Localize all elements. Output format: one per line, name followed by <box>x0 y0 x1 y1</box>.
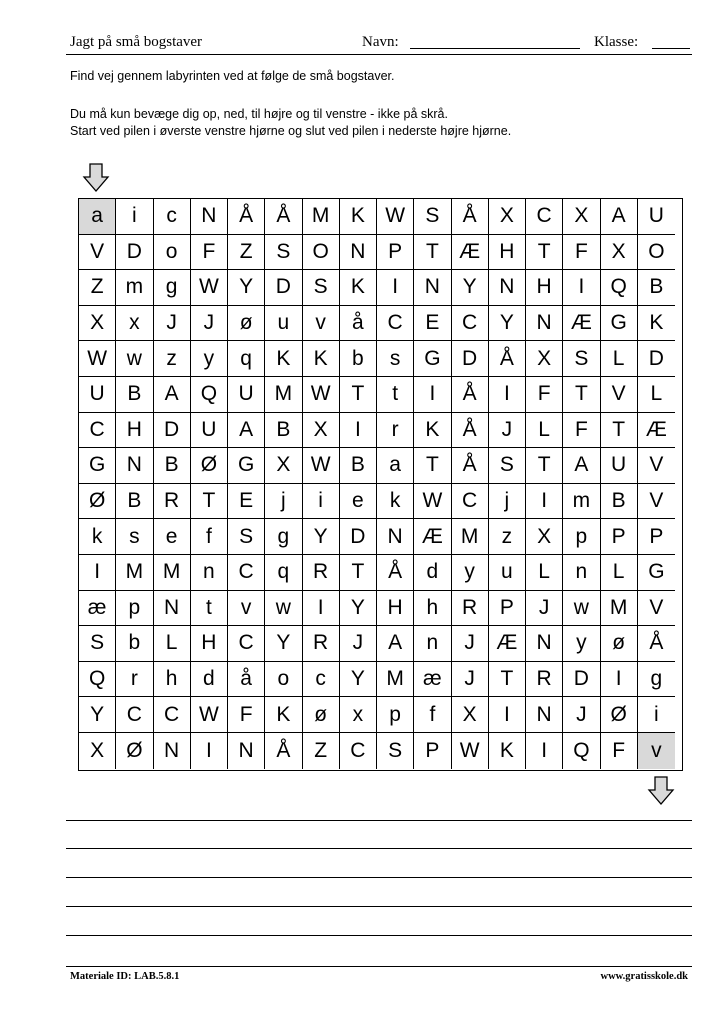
maze-cell[interactable]: ø <box>601 626 638 662</box>
maze-cell[interactable]: a <box>377 448 414 484</box>
maze-cell[interactable]: Y <box>489 306 526 342</box>
maze-cell[interactable]: W <box>303 448 340 484</box>
maze-cell[interactable]: B <box>116 484 153 520</box>
maze-cell[interactable]: U <box>601 448 638 484</box>
maze-cell[interactable]: y <box>191 341 228 377</box>
maze-cell[interactable]: G <box>601 306 638 342</box>
maze-cell[interactable]: S <box>265 235 302 271</box>
maze-cell[interactable]: T <box>489 662 526 698</box>
maze-cell[interactable]: i <box>116 199 153 235</box>
maze-cell[interactable]: U <box>228 377 265 413</box>
maze-cell[interactable]: V <box>638 484 675 520</box>
instruction-line-3: Start ved pilen i øverste venstre hjørne og slut ved pilen i nederste højre hjørne. <box>70 124 512 138</box>
maze-cell[interactable]: O <box>303 235 340 271</box>
maze-cell[interactable]: F <box>228 697 265 733</box>
maze-cell[interactable]: Ø <box>191 448 228 484</box>
maze-cell[interactable]: Æ <box>638 413 675 449</box>
worksheet-footer <box>66 966 692 982</box>
maze-cell[interactable]: M <box>265 377 302 413</box>
maze-cell[interactable]: N <box>154 591 191 627</box>
maze-cell[interactable]: Y <box>265 626 302 662</box>
maze-cell[interactable]: g <box>638 662 675 698</box>
maze-cell[interactable]: d <box>414 555 451 591</box>
maze-cell[interactable]: I <box>489 377 526 413</box>
maze-cell[interactable]: D <box>563 662 600 698</box>
maze-cell[interactable]: w <box>265 591 302 627</box>
maze-cell[interactable]: J <box>452 662 489 698</box>
maze-cell[interactable]: W <box>414 484 451 520</box>
maze-cell[interactable]: N <box>526 697 563 733</box>
maze-cell[interactable]: e <box>154 519 191 555</box>
maze-cell[interactable]: Å <box>452 448 489 484</box>
maze-cell[interactable]: P <box>414 733 451 769</box>
maze-cell[interactable]: u <box>265 306 302 342</box>
maze-cell[interactable]: Å <box>265 199 302 235</box>
maze-cell[interactable]: Y <box>228 270 265 306</box>
maze-cell[interactable]: X <box>489 199 526 235</box>
maze-cell[interactable]: K <box>489 733 526 769</box>
maze-cell[interactable]: r <box>116 662 153 698</box>
maze-cell[interactable]: t <box>377 377 414 413</box>
maze-cell[interactable]: T <box>526 448 563 484</box>
maze-cell[interactable]: U <box>191 413 228 449</box>
maze-cell[interactable]: Z <box>228 235 265 271</box>
maze-cell[interactable]: N <box>191 199 228 235</box>
maze-cell[interactable]: O <box>638 235 675 271</box>
maze-cell[interactable]: L <box>526 555 563 591</box>
maze-cell[interactable]: Z <box>79 270 116 306</box>
maze-cell[interactable]: Å <box>377 555 414 591</box>
class-label: Klasse: <box>594 34 639 50</box>
maze-cell[interactable]: N <box>489 270 526 306</box>
maze-cell[interactable]: q <box>265 555 302 591</box>
maze-cell[interactable]: m <box>116 270 153 306</box>
maze-cell[interactable]: M <box>377 662 414 698</box>
maze-cell[interactable]: K <box>303 341 340 377</box>
maze-cell[interactable]: t <box>191 591 228 627</box>
maze-cell[interactable]: S <box>414 199 451 235</box>
maze-cell[interactable]: G <box>228 448 265 484</box>
maze-cell[interactable]: c <box>303 662 340 698</box>
maze-cell[interactable]: B <box>116 377 153 413</box>
maze-cell[interactable]: k <box>79 519 116 555</box>
maze-cell[interactable]: T <box>414 235 451 271</box>
maze-cell[interactable]: I <box>526 484 563 520</box>
maze-cell[interactable]: Z <box>303 733 340 769</box>
maze-cell[interactable]: Y <box>452 270 489 306</box>
maze-cell[interactable]: N <box>526 306 563 342</box>
maze-cell[interactable]: G <box>414 341 451 377</box>
maze-cell[interactable]: Q <box>191 377 228 413</box>
maze-cell[interactable]: H <box>377 591 414 627</box>
maze-cell[interactable]: C <box>452 484 489 520</box>
maze-cell[interactable]: X <box>303 413 340 449</box>
maze-cell[interactable]: m <box>563 484 600 520</box>
maze-cell[interactable]: k <box>377 484 414 520</box>
maze-cell[interactable]: v <box>638 733 675 769</box>
maze-cell[interactable]: F <box>526 377 563 413</box>
maze-cell[interactable]: V <box>601 377 638 413</box>
maze-cell[interactable]: S <box>377 733 414 769</box>
maze-cell[interactable]: Å <box>265 733 302 769</box>
maze-cell[interactable]: D <box>154 413 191 449</box>
maze-cell[interactable]: Æ <box>563 306 600 342</box>
maze-cell[interactable]: N <box>526 626 563 662</box>
maze-cell[interactable]: h <box>414 591 451 627</box>
maze-cell[interactable]: v <box>303 306 340 342</box>
maze-cell[interactable]: U <box>638 199 675 235</box>
maze-cell[interactable]: x <box>116 306 153 342</box>
maze-cell[interactable]: X <box>79 306 116 342</box>
maze-cell[interactable]: W <box>79 341 116 377</box>
maze-cell[interactable]: J <box>489 413 526 449</box>
maze-cell[interactable]: Å <box>452 413 489 449</box>
maze-cell[interactable]: J <box>154 306 191 342</box>
maze-cell[interactable]: f <box>414 697 451 733</box>
name-field[interactable] <box>410 34 580 49</box>
maze-cell[interactable]: C <box>452 306 489 342</box>
maze-cell[interactable]: L <box>154 626 191 662</box>
maze-cell[interactable]: J <box>526 591 563 627</box>
maze-cell[interactable]: D <box>116 235 153 271</box>
maze-cell[interactable]: K <box>340 270 377 306</box>
maze-cell[interactable]: P <box>377 235 414 271</box>
maze-cell[interactable]: H <box>191 626 228 662</box>
maze-cell[interactable]: ø <box>228 306 265 342</box>
maze-cell[interactable]: M <box>601 591 638 627</box>
maze-cell[interactable]: ø <box>303 697 340 733</box>
maze-cell[interactable]: n <box>414 626 451 662</box>
maze-cell[interactable]: N <box>377 519 414 555</box>
maze-cell[interactable]: X <box>452 697 489 733</box>
maze-cell[interactable]: b <box>116 626 153 662</box>
maze-cell[interactable]: R <box>303 626 340 662</box>
maze-cell[interactable]: Q <box>601 270 638 306</box>
maze-cell[interactable]: B <box>265 413 302 449</box>
maze-cell[interactable]: q <box>228 341 265 377</box>
maze-cell[interactable]: Y <box>340 662 377 698</box>
maze-cell[interactable]: D <box>340 519 377 555</box>
maze-cell[interactable]: L <box>601 341 638 377</box>
maze-cell[interactable]: x <box>340 697 377 733</box>
answer-line-2[interactable] <box>66 848 692 849</box>
maze-cell[interactable]: R <box>303 555 340 591</box>
maze-cell[interactable]: W <box>191 697 228 733</box>
maze-cell[interactable]: Æ <box>489 626 526 662</box>
maze-cell[interactable]: M <box>452 519 489 555</box>
maze-cell[interactable]: Ø <box>601 697 638 733</box>
maze-cell[interactable]: C <box>79 413 116 449</box>
maze-cell[interactable]: K <box>638 306 675 342</box>
maze-cell[interactable]: Æ <box>414 519 451 555</box>
maze-cell[interactable]: s <box>377 341 414 377</box>
maze-cell[interactable]: B <box>638 270 675 306</box>
maze-cell[interactable]: M <box>154 555 191 591</box>
maze-cell[interactable]: o <box>154 235 191 271</box>
maze-cell[interactable]: S <box>563 341 600 377</box>
maze-cell[interactable]: H <box>116 413 153 449</box>
maze-cell[interactable]: W <box>191 270 228 306</box>
worksheet-header <box>66 34 692 55</box>
maze-cell[interactable]: w <box>116 341 153 377</box>
maze-cell[interactable]: b <box>340 341 377 377</box>
maze-cell[interactable]: J <box>452 626 489 662</box>
maze-cell[interactable]: A <box>154 377 191 413</box>
maze-cell[interactable]: B <box>601 484 638 520</box>
maze-cell[interactable]: S <box>303 270 340 306</box>
maze-cell[interactable]: T <box>340 377 377 413</box>
end-arrow-icon <box>647 776 675 806</box>
maze-cell[interactable]: Å <box>638 626 675 662</box>
maze-cell[interactable]: æ <box>414 662 451 698</box>
maze-cell[interactable]: K <box>265 341 302 377</box>
website-link[interactable]: www.gratisskole.dk <box>600 971 688 982</box>
answer-line-4[interactable] <box>66 906 692 907</box>
maze-cell[interactable]: V <box>638 448 675 484</box>
maze-cell[interactable]: P <box>601 519 638 555</box>
maze-cell[interactable]: I <box>526 733 563 769</box>
maze-cell[interactable]: R <box>526 662 563 698</box>
maze-cell[interactable]: M <box>116 555 153 591</box>
maze-cell[interactable]: I <box>377 270 414 306</box>
maze-cell[interactable]: Ø <box>79 484 116 520</box>
answer-line-1[interactable] <box>66 820 692 821</box>
instruction-line-1: Find vej gennem labyrinten ved at følge de små bogstaver. <box>70 69 395 83</box>
maze-cell[interactable]: W <box>377 199 414 235</box>
maze-cell[interactable]: Å <box>452 199 489 235</box>
maze-cell[interactable]: C <box>526 199 563 235</box>
maze-cell[interactable]: n <box>563 555 600 591</box>
maze-cell[interactable]: j <box>265 484 302 520</box>
maze-cell[interactable]: X <box>265 448 302 484</box>
maze-cell[interactable]: C <box>116 697 153 733</box>
letter-maze-grid <box>78 198 683 771</box>
maze-cell[interactable]: A <box>601 199 638 235</box>
maze-cell[interactable]: M <box>303 199 340 235</box>
maze-cell[interactable]: Y <box>340 591 377 627</box>
answer-line-3[interactable] <box>66 877 692 878</box>
instruction-line-2: Du må kun bevæge dig op, ned, til højre og til venstre - ikke på skrå. <box>70 107 448 121</box>
maze-cell[interactable]: K <box>340 199 377 235</box>
maze-cell[interactable]: W <box>452 733 489 769</box>
maze-cell[interactable]: X <box>526 341 563 377</box>
maze-cell[interactable]: E <box>414 306 451 342</box>
maze-cell[interactable]: w <box>563 591 600 627</box>
maze-cell[interactable]: C <box>228 626 265 662</box>
name-label: Navn: <box>362 34 399 50</box>
maze-cell[interactable]: S <box>228 519 265 555</box>
maze-cell[interactable]: C <box>377 306 414 342</box>
maze-cell[interactable]: K <box>414 413 451 449</box>
maze-cell[interactable]: a <box>79 199 116 235</box>
maze-cell[interactable]: h <box>154 662 191 698</box>
maze-cell[interactable]: N <box>340 235 377 271</box>
maze-cell[interactable]: Y <box>79 697 116 733</box>
maze-cell[interactable]: V <box>79 235 116 271</box>
maze-cell[interactable]: X <box>526 519 563 555</box>
maze-cell[interactable]: e <box>340 484 377 520</box>
maze-cell[interactable]: V <box>638 591 675 627</box>
maze-cell[interactable]: z <box>489 519 526 555</box>
maze-cell[interactable]: F <box>563 413 600 449</box>
maze-cell[interactable]: G <box>638 555 675 591</box>
maze-cell[interactable]: R <box>452 591 489 627</box>
maze-cell[interactable]: g <box>265 519 302 555</box>
maze-cell[interactable]: I <box>191 733 228 769</box>
maze-cell[interactable]: D <box>265 270 302 306</box>
maze-cell[interactable]: I <box>340 413 377 449</box>
maze-cell[interactable]: å <box>228 662 265 698</box>
maze-cell[interactable]: I <box>414 377 451 413</box>
maze-cell[interactable]: p <box>377 697 414 733</box>
maze-cell[interactable]: H <box>489 235 526 271</box>
maze-cell[interactable]: L <box>601 555 638 591</box>
maze-cell[interactable]: D <box>452 341 489 377</box>
maze-cell[interactable]: J <box>563 697 600 733</box>
maze-cell[interactable]: C <box>228 555 265 591</box>
maze-cell[interactable]: r <box>377 413 414 449</box>
maze-cell[interactable]: Q <box>79 662 116 698</box>
maze-cell[interactable]: I <box>79 555 116 591</box>
maze-cell[interactable]: R <box>154 484 191 520</box>
maze-cell[interactable]: Y <box>303 519 340 555</box>
maze-cell[interactable]: n <box>191 555 228 591</box>
maze-cell[interactable]: F <box>191 235 228 271</box>
maze-cell[interactable]: y <box>563 626 600 662</box>
maze-cell[interactable]: X <box>79 733 116 769</box>
maze-cell[interactable]: T <box>563 377 600 413</box>
maze-cell[interactable]: g <box>154 270 191 306</box>
maze-cell[interactable]: A <box>563 448 600 484</box>
maze-cell[interactable]: d <box>191 662 228 698</box>
maze-cell[interactable]: T <box>414 448 451 484</box>
maze-cell[interactable]: W <box>303 377 340 413</box>
maze-cell[interactable]: X <box>563 199 600 235</box>
maze-cell[interactable]: L <box>526 413 563 449</box>
maze-cell[interactable]: I <box>489 697 526 733</box>
maze-cell[interactable]: J <box>191 306 228 342</box>
maze-cell[interactable]: i <box>638 697 675 733</box>
maze-cell[interactable]: æ <box>79 591 116 627</box>
maze-cell[interactable]: C <box>154 697 191 733</box>
maze-cell[interactable]: K <box>265 697 302 733</box>
maze-cell[interactable]: Ø <box>116 733 153 769</box>
maze-cell[interactable]: o <box>265 662 302 698</box>
maze-cell[interactable]: H <box>526 270 563 306</box>
maze-cell[interactable]: f <box>191 519 228 555</box>
maze-cell[interactable]: Å <box>452 377 489 413</box>
maze-cell[interactable]: X <box>601 235 638 271</box>
maze-cell[interactable]: P <box>489 591 526 627</box>
maze-cell[interactable]: C <box>340 733 377 769</box>
maze-cell[interactable]: u <box>489 555 526 591</box>
maze-cell[interactable]: B <box>340 448 377 484</box>
maze-cell[interactable]: P <box>638 519 675 555</box>
maze-cell[interactable]: J <box>340 626 377 662</box>
material-id: Materiale ID: LAB.5.8.1 <box>70 971 180 982</box>
maze-cell[interactable]: E <box>228 484 265 520</box>
maze-cell[interactable]: G <box>79 448 116 484</box>
maze-cell[interactable]: p <box>563 519 600 555</box>
maze-cell[interactable]: N <box>116 448 153 484</box>
maze-cell[interactable]: Q <box>563 733 600 769</box>
maze-cell[interactable]: y <box>452 555 489 591</box>
answer-line-5[interactable] <box>66 935 692 936</box>
maze-cell[interactable]: T <box>191 484 228 520</box>
maze-cell[interactable]: S <box>79 626 116 662</box>
maze-cell[interactable]: s <box>116 519 153 555</box>
maze-cell[interactable]: N <box>154 733 191 769</box>
maze-cell[interactable]: i <box>303 484 340 520</box>
maze-cell[interactable]: D <box>638 341 675 377</box>
maze-cell[interactable]: Å <box>228 199 265 235</box>
maze-cell[interactable]: I <box>563 270 600 306</box>
start-arrow-icon <box>82 163 110 193</box>
maze-cell[interactable]: I <box>601 662 638 698</box>
maze-cell[interactable]: A <box>228 413 265 449</box>
maze-cell[interactable]: U <box>79 377 116 413</box>
maze-cell[interactable]: L <box>638 377 675 413</box>
maze-cell[interactable]: å <box>340 306 377 342</box>
maze-cell[interactable]: N <box>414 270 451 306</box>
maze-cell[interactable]: p <box>116 591 153 627</box>
worksheet-title: Jagt på små bogstaver <box>70 34 203 50</box>
maze-cell[interactable]: T <box>601 413 638 449</box>
maze-cell[interactable]: F <box>601 733 638 769</box>
maze-cell[interactable]: T <box>526 235 563 271</box>
maze-cell[interactable]: N <box>228 733 265 769</box>
maze-cell[interactable]: B <box>154 448 191 484</box>
maze-cell[interactable]: A <box>377 626 414 662</box>
maze-cell[interactable]: Å <box>489 341 526 377</box>
maze-cell[interactable]: I <box>303 591 340 627</box>
maze-cell[interactable]: T <box>340 555 377 591</box>
maze-cell[interactable]: z <box>154 341 191 377</box>
class-field[interactable] <box>652 34 690 49</box>
maze-cell[interactable]: c <box>154 199 191 235</box>
maze-cell[interactable]: S <box>489 448 526 484</box>
maze-cell[interactable]: F <box>563 235 600 271</box>
maze-cell[interactable]: j <box>489 484 526 520</box>
maze-cell[interactable]: v <box>228 591 265 627</box>
maze-cell[interactable]: Æ <box>452 235 489 271</box>
